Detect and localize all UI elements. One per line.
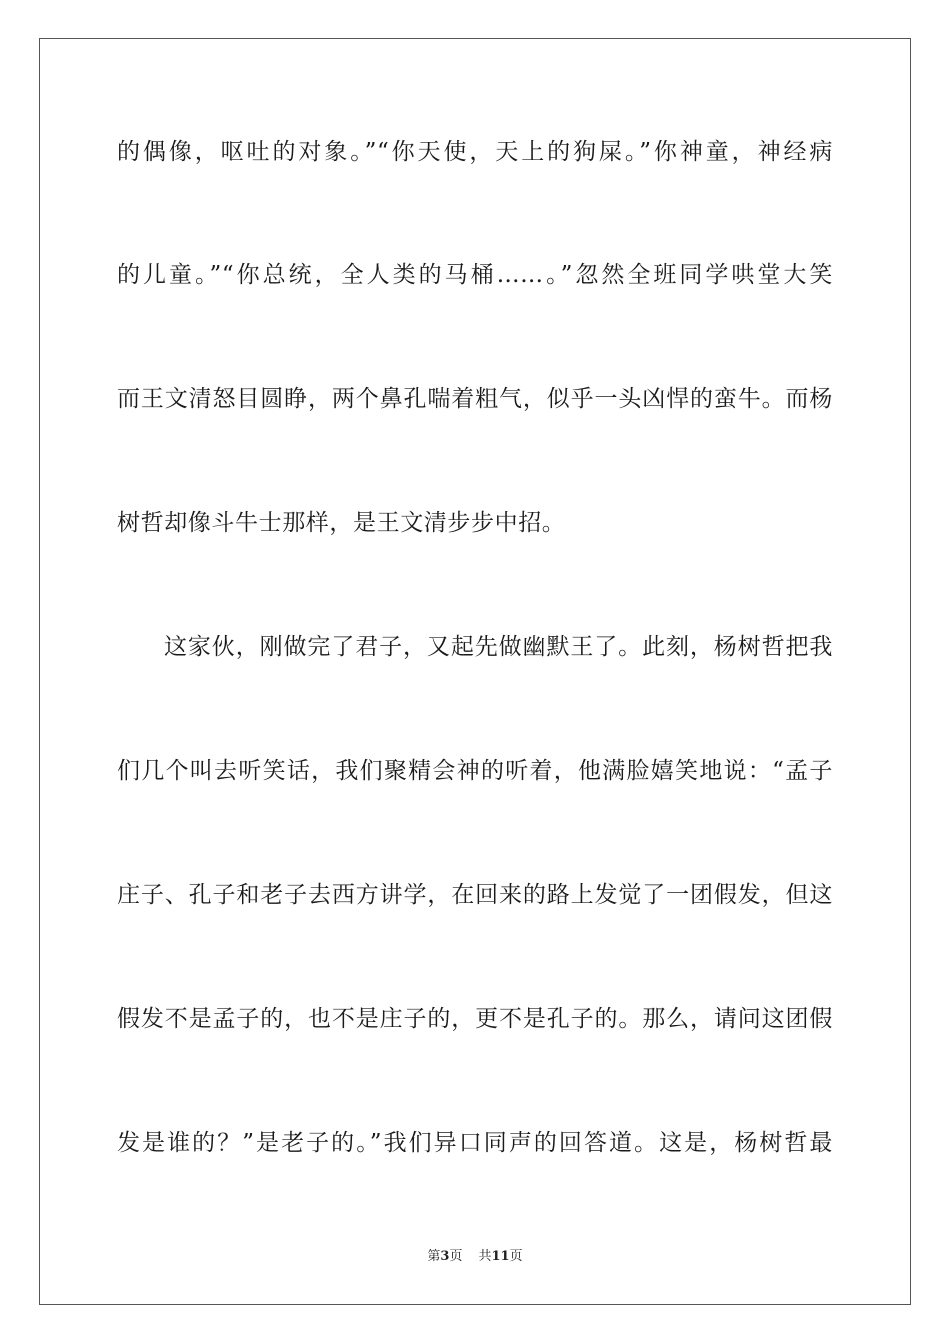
footer-total-pages: 11 — [491, 1249, 510, 1264]
paragraph-line-6: 们几个叫去听笑话，我们聚精会神的听着，他满脸嬉笑地说：“孟子 — [117, 758, 833, 784]
paragraph-line-1: 的偶像，呕吐的对象。”“你天使，天上的狗屎。”你神童，神经病 — [117, 139, 833, 165]
paragraph-line-8: 假发不是孟子的，也不是庄子的，更不是孔子的。那么，请问这团假 — [117, 1006, 833, 1032]
paragraph-line-9: 发是谁的？”是老子的。”我们异口同声的回答道。这是，杨树哲最 — [117, 1130, 833, 1156]
footer-total-prefix: 共 — [478, 1249, 492, 1264]
footer-total-suffix: 页 — [509, 1249, 523, 1264]
paragraph-line-2: 的儿童。”“你总统，全人类的马桶……。”忽然全班同学哄堂大笑 — [117, 262, 833, 288]
paragraph-line-7: 庄子、孔子和老子去西方讲学，在回来的路上发觉了一团假发，但这 — [117, 882, 833, 908]
paragraph-line-5: 这家伙，刚做完了君子，又起先做幽默王了。此刻，杨树哲把我 — [164, 634, 833, 660]
page-border — [39, 38, 911, 1305]
paragraph-line-3: 而王文清怒目圆睁，两个鼻孔喘着粗气，似乎一头凶悍的蛮牛。而杨 — [117, 386, 833, 412]
paragraph-line-4: 树哲却像斗牛士那样，是王文清步步中招。 — [117, 510, 566, 536]
footer-page-suffix: 页 — [449, 1249, 463, 1264]
footer-page-number: 3 — [440, 1249, 450, 1264]
page-footer — [0, 1248, 950, 1266]
footer-page-prefix: 第 — [427, 1249, 441, 1264]
